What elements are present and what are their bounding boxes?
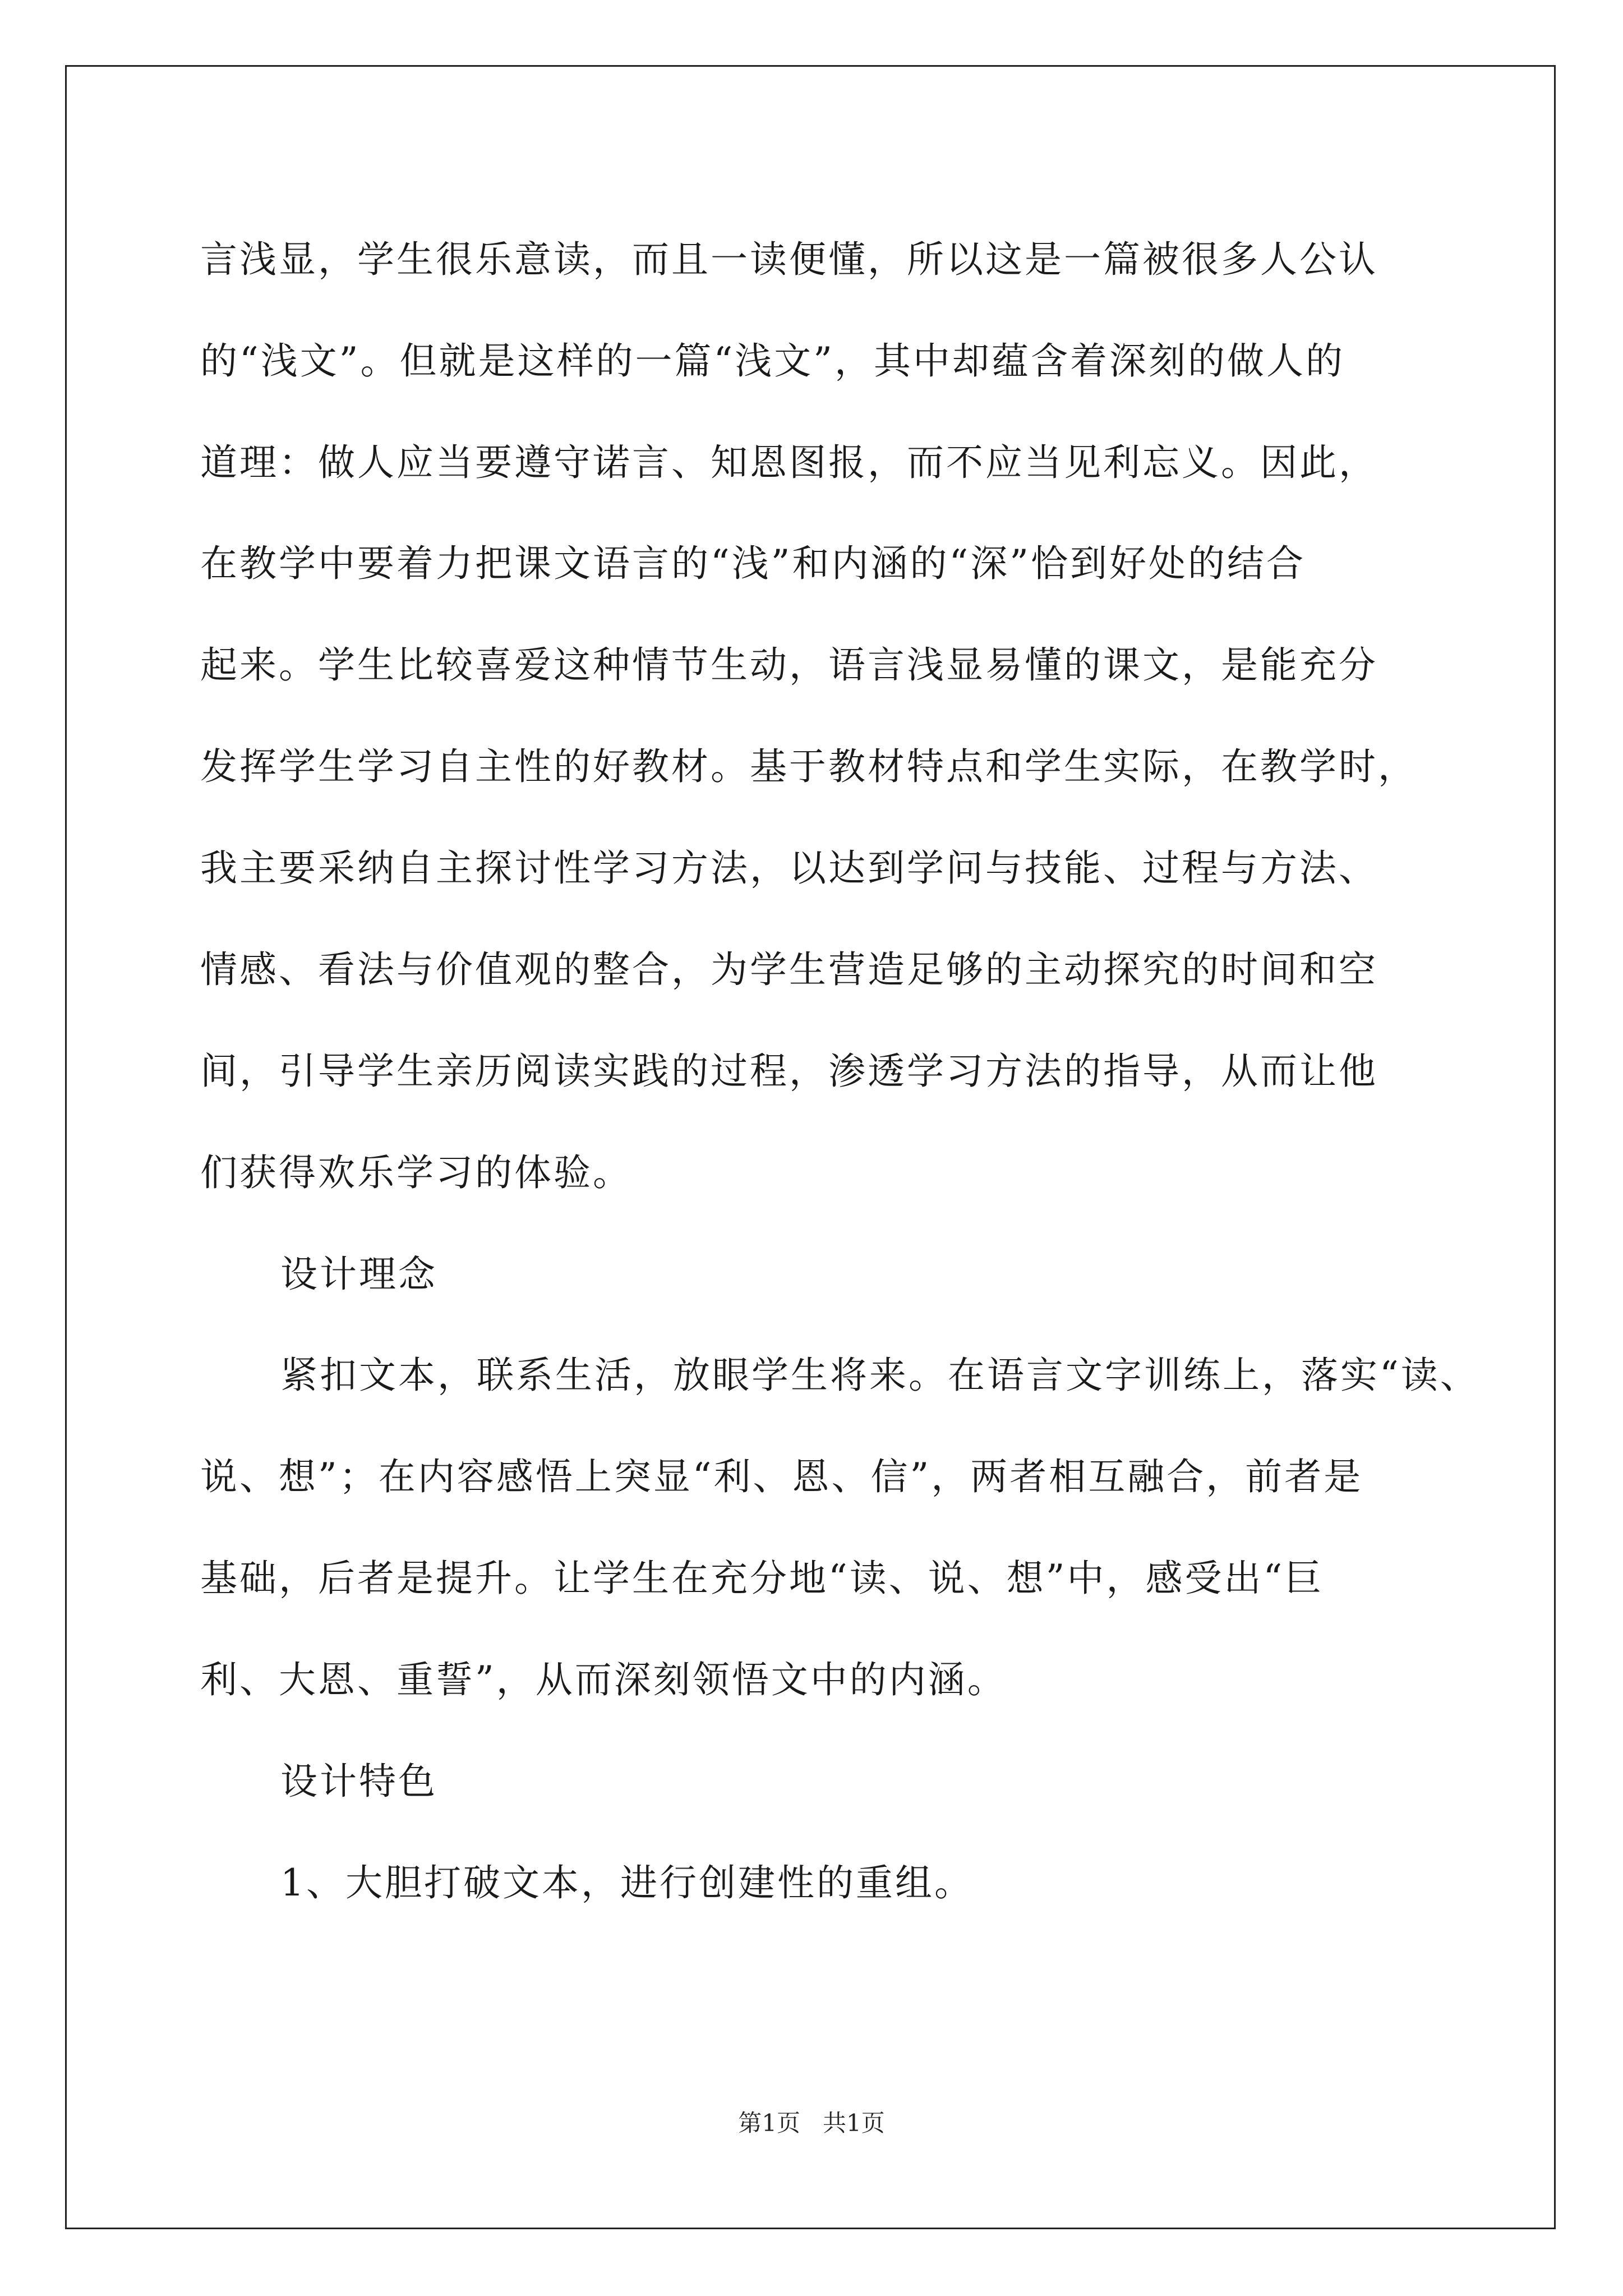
section-heading-features: 设计特色	[280, 1760, 437, 1803]
page-number: 第1页	[738, 2109, 800, 2137]
concept-text-line: 紧扣文本，联系生活，放眼学生将来。在语言文字训练上，落实“读、	[280, 1354, 1479, 1397]
concept-text-line: 利、大恩、重誓”，从而深刻领悟文中的内涵。	[200, 1658, 1007, 1701]
body-text-line: 在教学中要着力把课文语言的“浅”和内涵的“深”恰到好处的结合	[200, 542, 1306, 585]
body-text-line: 道理：做人应当要遵守诺言、知恩图报，而不应当见利忘义。因此，	[200, 441, 1378, 484]
page-total: 共1页	[823, 2109, 885, 2137]
body-text-line: 我主要采纳自主探讨性学习方法，以达到学问与技能、过程与方法、	[200, 846, 1378, 890]
body-text-line: 间，引导学生亲历阅读实践的过程，渗透学习方法的指导，从而让他	[200, 1050, 1378, 1093]
body-text-line: 言浅显，学生很乐意读，而且一读便懂，所以这是一篇被很多人公认	[200, 238, 1378, 281]
concept-text-line: 基础，后者是提升。让学生在充分地“读、说、想”中，感受出“巨	[200, 1557, 1324, 1600]
body-text-line: 情感、看法与价值观的整合，为学生营造足够的主动探究的时间和空	[200, 948, 1378, 991]
section-heading-concept: 设计理念	[280, 1253, 437, 1296]
body-text-line: 们获得欢乐学习的体验。	[200, 1151, 632, 1194]
body-text-line: 起来。学生比较喜爱这种情节生动，语言浅显易懂的课文，是能充分	[200, 643, 1378, 687]
feature-item: 1、大胆打破文本，进行创建性的重组。	[280, 1861, 974, 1904]
concept-text-line: 说、想”；在内容感悟上突显“利、恩、信”，两者相互融合，前者是	[200, 1455, 1363, 1498]
page-footer	[0, 2106, 1623, 2140]
body-text-line: 发挥学生学习自主性的好教材。基于教材特点和学生实际，在教学时，	[200, 745, 1417, 788]
body-text-line: 的“浅文”。但就是这样的一篇“浅文”，其中却蕴含着深刻的做人的	[200, 339, 1345, 383]
